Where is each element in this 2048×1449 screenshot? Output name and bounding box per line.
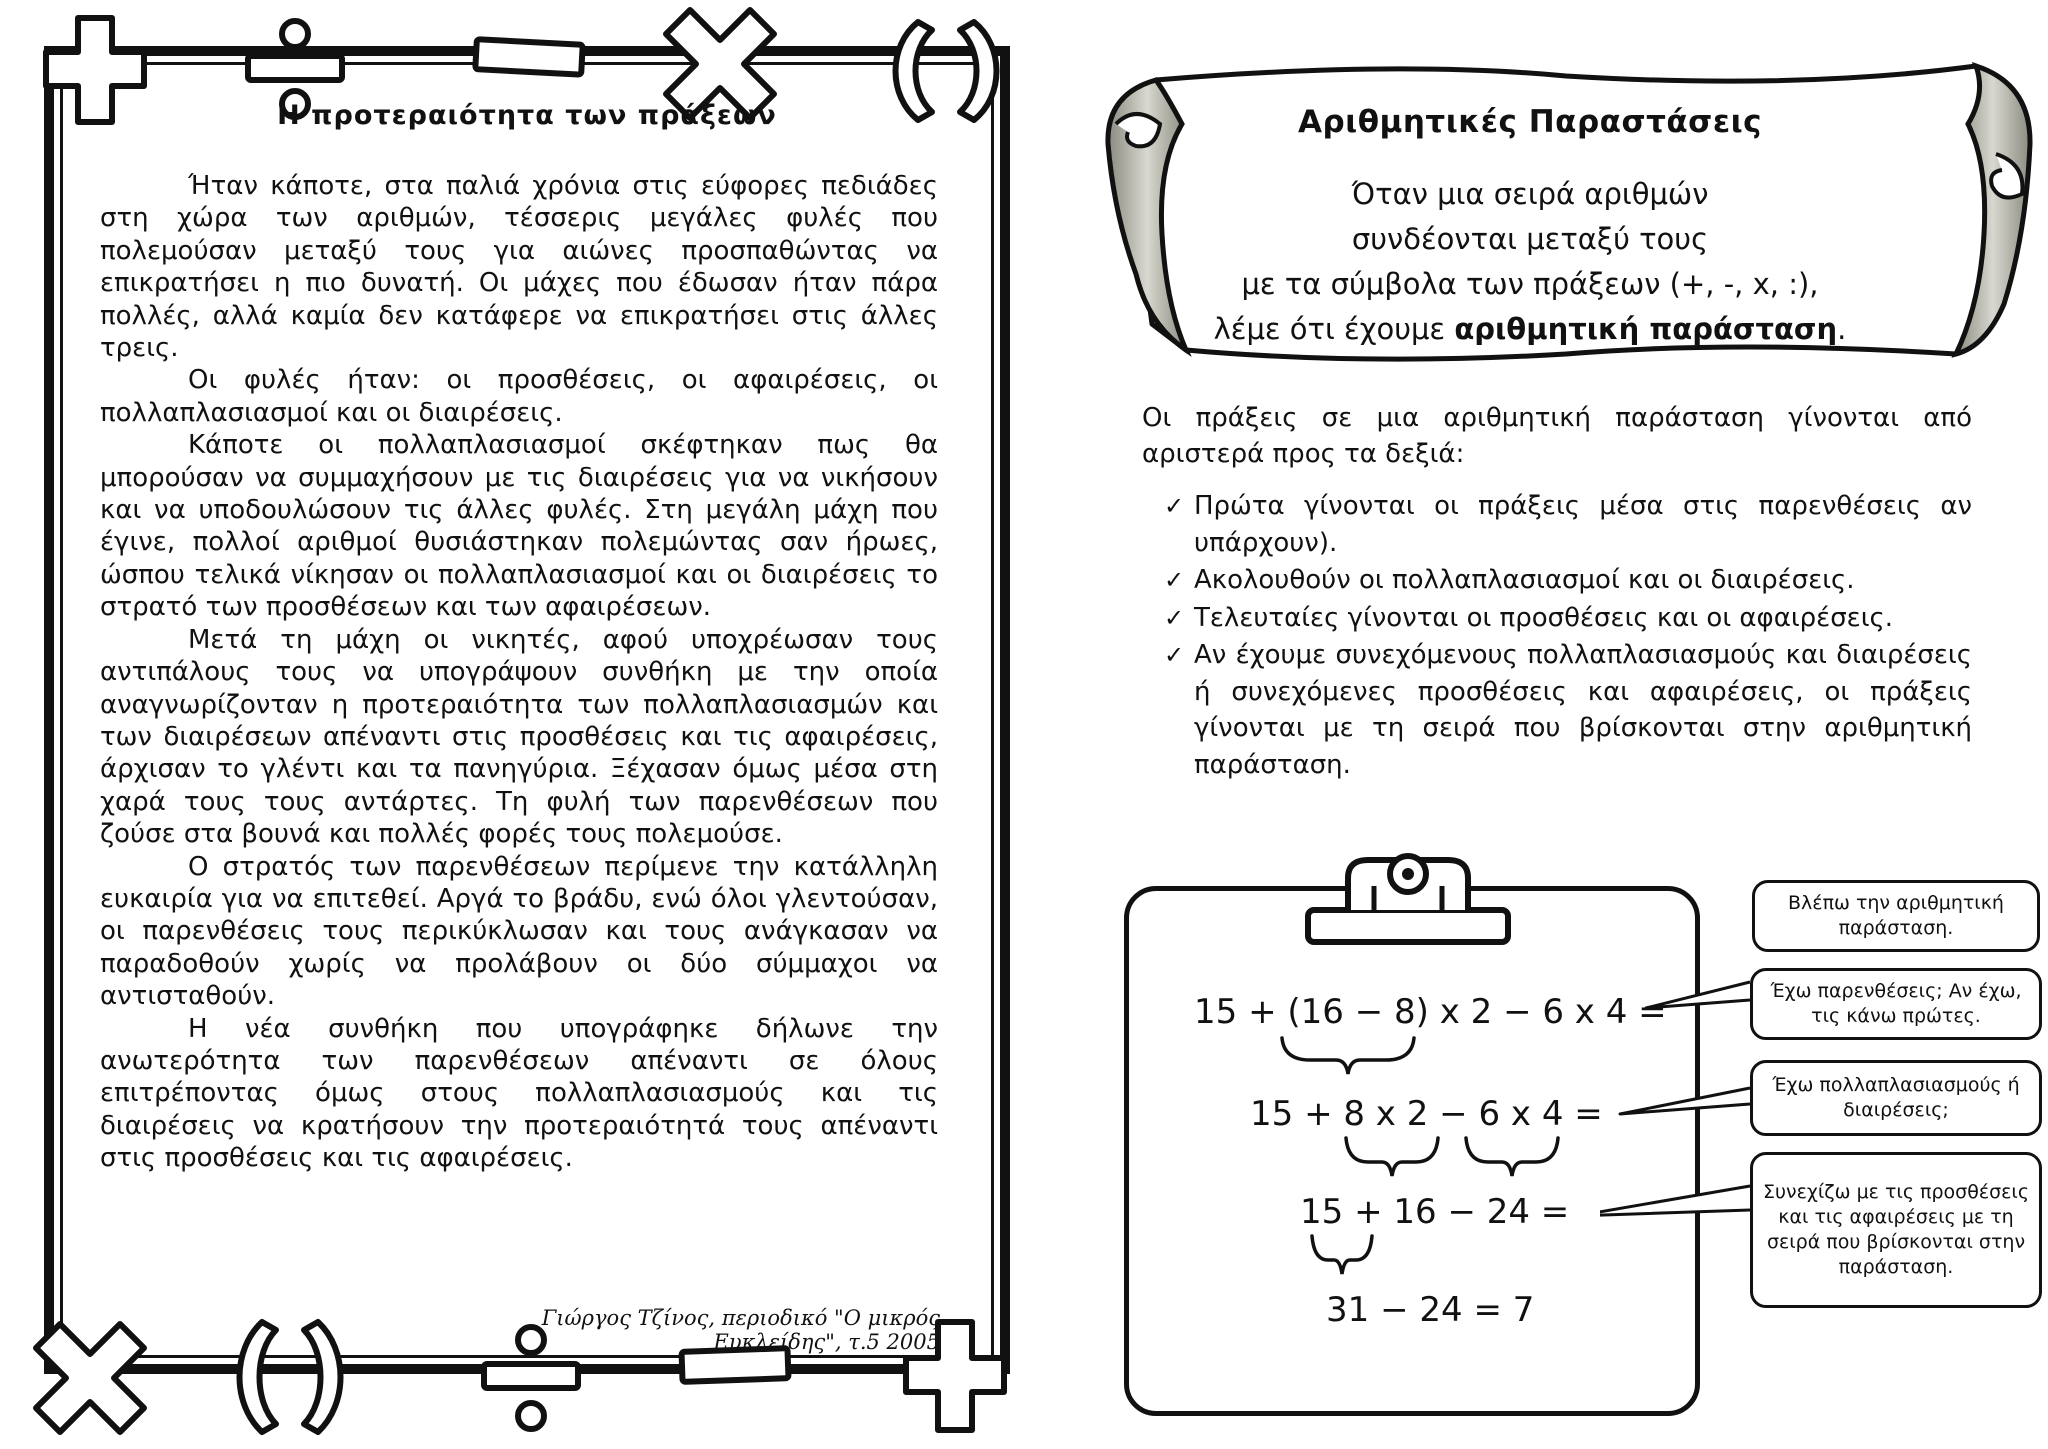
story-paragraph: Ήταν κάποτε, στα παλιά χρόνια στις εύφορες πεδιάδες στη χώρα των αριθμών, τέσσερις μεγάλες φυλές που πολεμούσαν μεταξύ τους για αιώνες προσπαθώντας να επικρατήσει η πιο δυνατή. Οι μάχες που έδωσαν ήταν πάρα πολλές, αλλά καμία δεν κατάφερε να επικρατήσει στις άλλες τρεις. (100, 171, 938, 364)
story-paragraph: Ο στρατός των παρενθέσεων περίμενε την κατάλληλη ευκαιρία για να επιτεθεί. Αργά το βράδυ, ενώ όλοι γλεντούσαν, οι παρενθέσεις τους περικύκλωσαν και τους ανάγκασαν να παραδοθούν χωρίς να προλάβουν οι δύο σύμμαχοι να αντισταθούν. (100, 851, 938, 1012)
story-paragraph: Μετά τη μάχη οι νικητές, αφού υποχρέωσαν τους αντιπάλους τους να υπογράψουν συνθήκη με την οποία αναγνωρίζονταν η προτεραιότητα των πολλαπλασιασμών και των διαιρέσεων απέναντι στις προσθέσεις και τις αφαιρέσεις, άρχισαν το γλέντι και τα πανηγύρια. Ξέχασαν όμως μέσα στη χαρά τους τους αντάρτες. Τη φυλή των παρενθέσεων που ζούσε στα βουνά και πολλές φορές τους πολεμούσε. (100, 624, 938, 850)
checkmark-icon: ✓ (1164, 641, 1185, 669)
definition-line: με τα σύμβολα των πράξεων (+, -, x, :), (1241, 267, 1819, 301)
rule-text: Ακολουθούν οι πολλαπλασιασμοί και οι διαιρέσεις. (1194, 565, 1855, 595)
story-credit: Γιώργος Τζίνος, περιοδικό "Ο μικρός Ευκλείδης", τ.5 2005 (541, 1306, 940, 1354)
clipboard-clip-icon (1298, 838, 1518, 958)
checkmark-icon: ✓ (1164, 492, 1185, 520)
scroll-definition (1100, 172, 1960, 352)
brace (1282, 1038, 1414, 1074)
brace (1312, 1236, 1372, 1274)
definition-line: Όταν μια σειρά αριθμών (1351, 177, 1709, 211)
story-title: Η προτεραιότητα των πράξεων (277, 100, 777, 131)
definition-term: αριθμητική παράσταση (1454, 312, 1838, 346)
story-paragraph: Η νέα συνθήκη που υπογράφηκε δήλωνε την ανωτερότητα των παρενθέσεων απέναντι σε όλους επιτρέποντας όμως στους πολλαπλασιασμούς και τις διαιρέσεις να κρατήσουν την προτεραιότητά τους απέναντι στις προσθέσεις και τις αφαιρέσεις. (100, 1013, 938, 1174)
multiply-icon (30, 1318, 150, 1438)
rule-item (1160, 562, 1972, 599)
definition-period: . (1837, 312, 1847, 346)
rules-intro: Οι πράξεις σε μια αριθμητική παράσταση γίνονται από αριστερά προς τα δεξιά: (1142, 403, 1972, 469)
bubble-step-2: Έχω παρενθέσεις; Αν έχω, τις κάνω πρώτες. (1750, 968, 2042, 1040)
story-paragraph: Οι φυλές ήταν: οι προσθέσεις, οι αφαιρέσεις, οι πολλαπλασιασμοί και οι διαιρέσεις. (100, 365, 938, 428)
story-text (100, 170, 938, 1175)
minus-icon (470, 30, 590, 90)
rule-text: Αν έχουμε συνεχόμενους πολλαπλασιασμούς και διαιρέσεις ή συνεχόμενες προσθέσεις και αφαιρέσεις, οι πράξεις γίνονται με τη σειρά που βρίσκονται στην αριθμητική παράσταση. (1194, 640, 1972, 780)
definition-line (1100, 307, 1960, 352)
rule-item (1160, 600, 1972, 637)
rule-text: Πρώτα γίνονται οι πράξεις μέσα στις παρενθέσεις αν υπάρχουν). (1194, 491, 1972, 558)
rules-list (1160, 488, 1972, 784)
expression-step-2: 15 + 8 x 2 − 6 x 4 = (1250, 1094, 1603, 1134)
expression-step-4: 31 − 24 = 7 (1326, 1290, 1535, 1330)
rule-item (1160, 637, 1972, 783)
bubble-step-4: Συνεχίζω με τις προσθέσεις και τις αφαιρέσεις με τη σειρά που βρίσκονται στην παράσταση. (1750, 1152, 2042, 1308)
checkmark-icon: ✓ (1164, 603, 1185, 632)
story-paragraph: Κάποτε οι πολλαπλασιασμοί σκέφτηκαν πως θα μπορούσαν να συμμαχήσουν με τις διαιρέσεις για να νικήσουν και να υποδουλώσουν τις άλλες φυλές. Στη μεγάλη μάχη που έγινε, πολλοί αριθμοί θυσιάστηκαν πολεμώντας σαν ήρωες, ώσπου τελικά νίκησαν οι πολλαπλασιασμοί και οι διαιρέσεις το στρατό των προσθέσεων και των αφαιρέσεων. (100, 430, 938, 623)
rule-item (1160, 488, 1972, 561)
rule-text: Τελευταίες γίνονται οι προσθέσεις και οι αφαιρέσεις. (1194, 602, 1894, 633)
scroll-title: Αριθμητικές Παραστάσεις (1297, 104, 1763, 140)
expression-step-3: 15 + 16 − 24 = (1300, 1192, 1570, 1232)
brace (1346, 1138, 1438, 1176)
definition-line: συνδέονται μεταξύ τους (1351, 222, 1709, 256)
definition-text: λέμε ότι έχουμε (1213, 312, 1455, 346)
bubble-pointers (1600, 960, 1770, 1240)
bubble-step-1: Βλέπω την αριθμητική παράσταση. (1752, 880, 2040, 952)
checkmark-icon: ✓ (1164, 566, 1185, 594)
bubble-step-3: Έχω πολλαπλασιασμούς ή διαιρέσεις; (1750, 1060, 2042, 1136)
brace (1466, 1138, 1558, 1176)
expression-step-1: 15 + (16 − 8) x 2 − 6 x 4 = (1194, 992, 1667, 1032)
parentheses-icon (222, 1316, 362, 1438)
